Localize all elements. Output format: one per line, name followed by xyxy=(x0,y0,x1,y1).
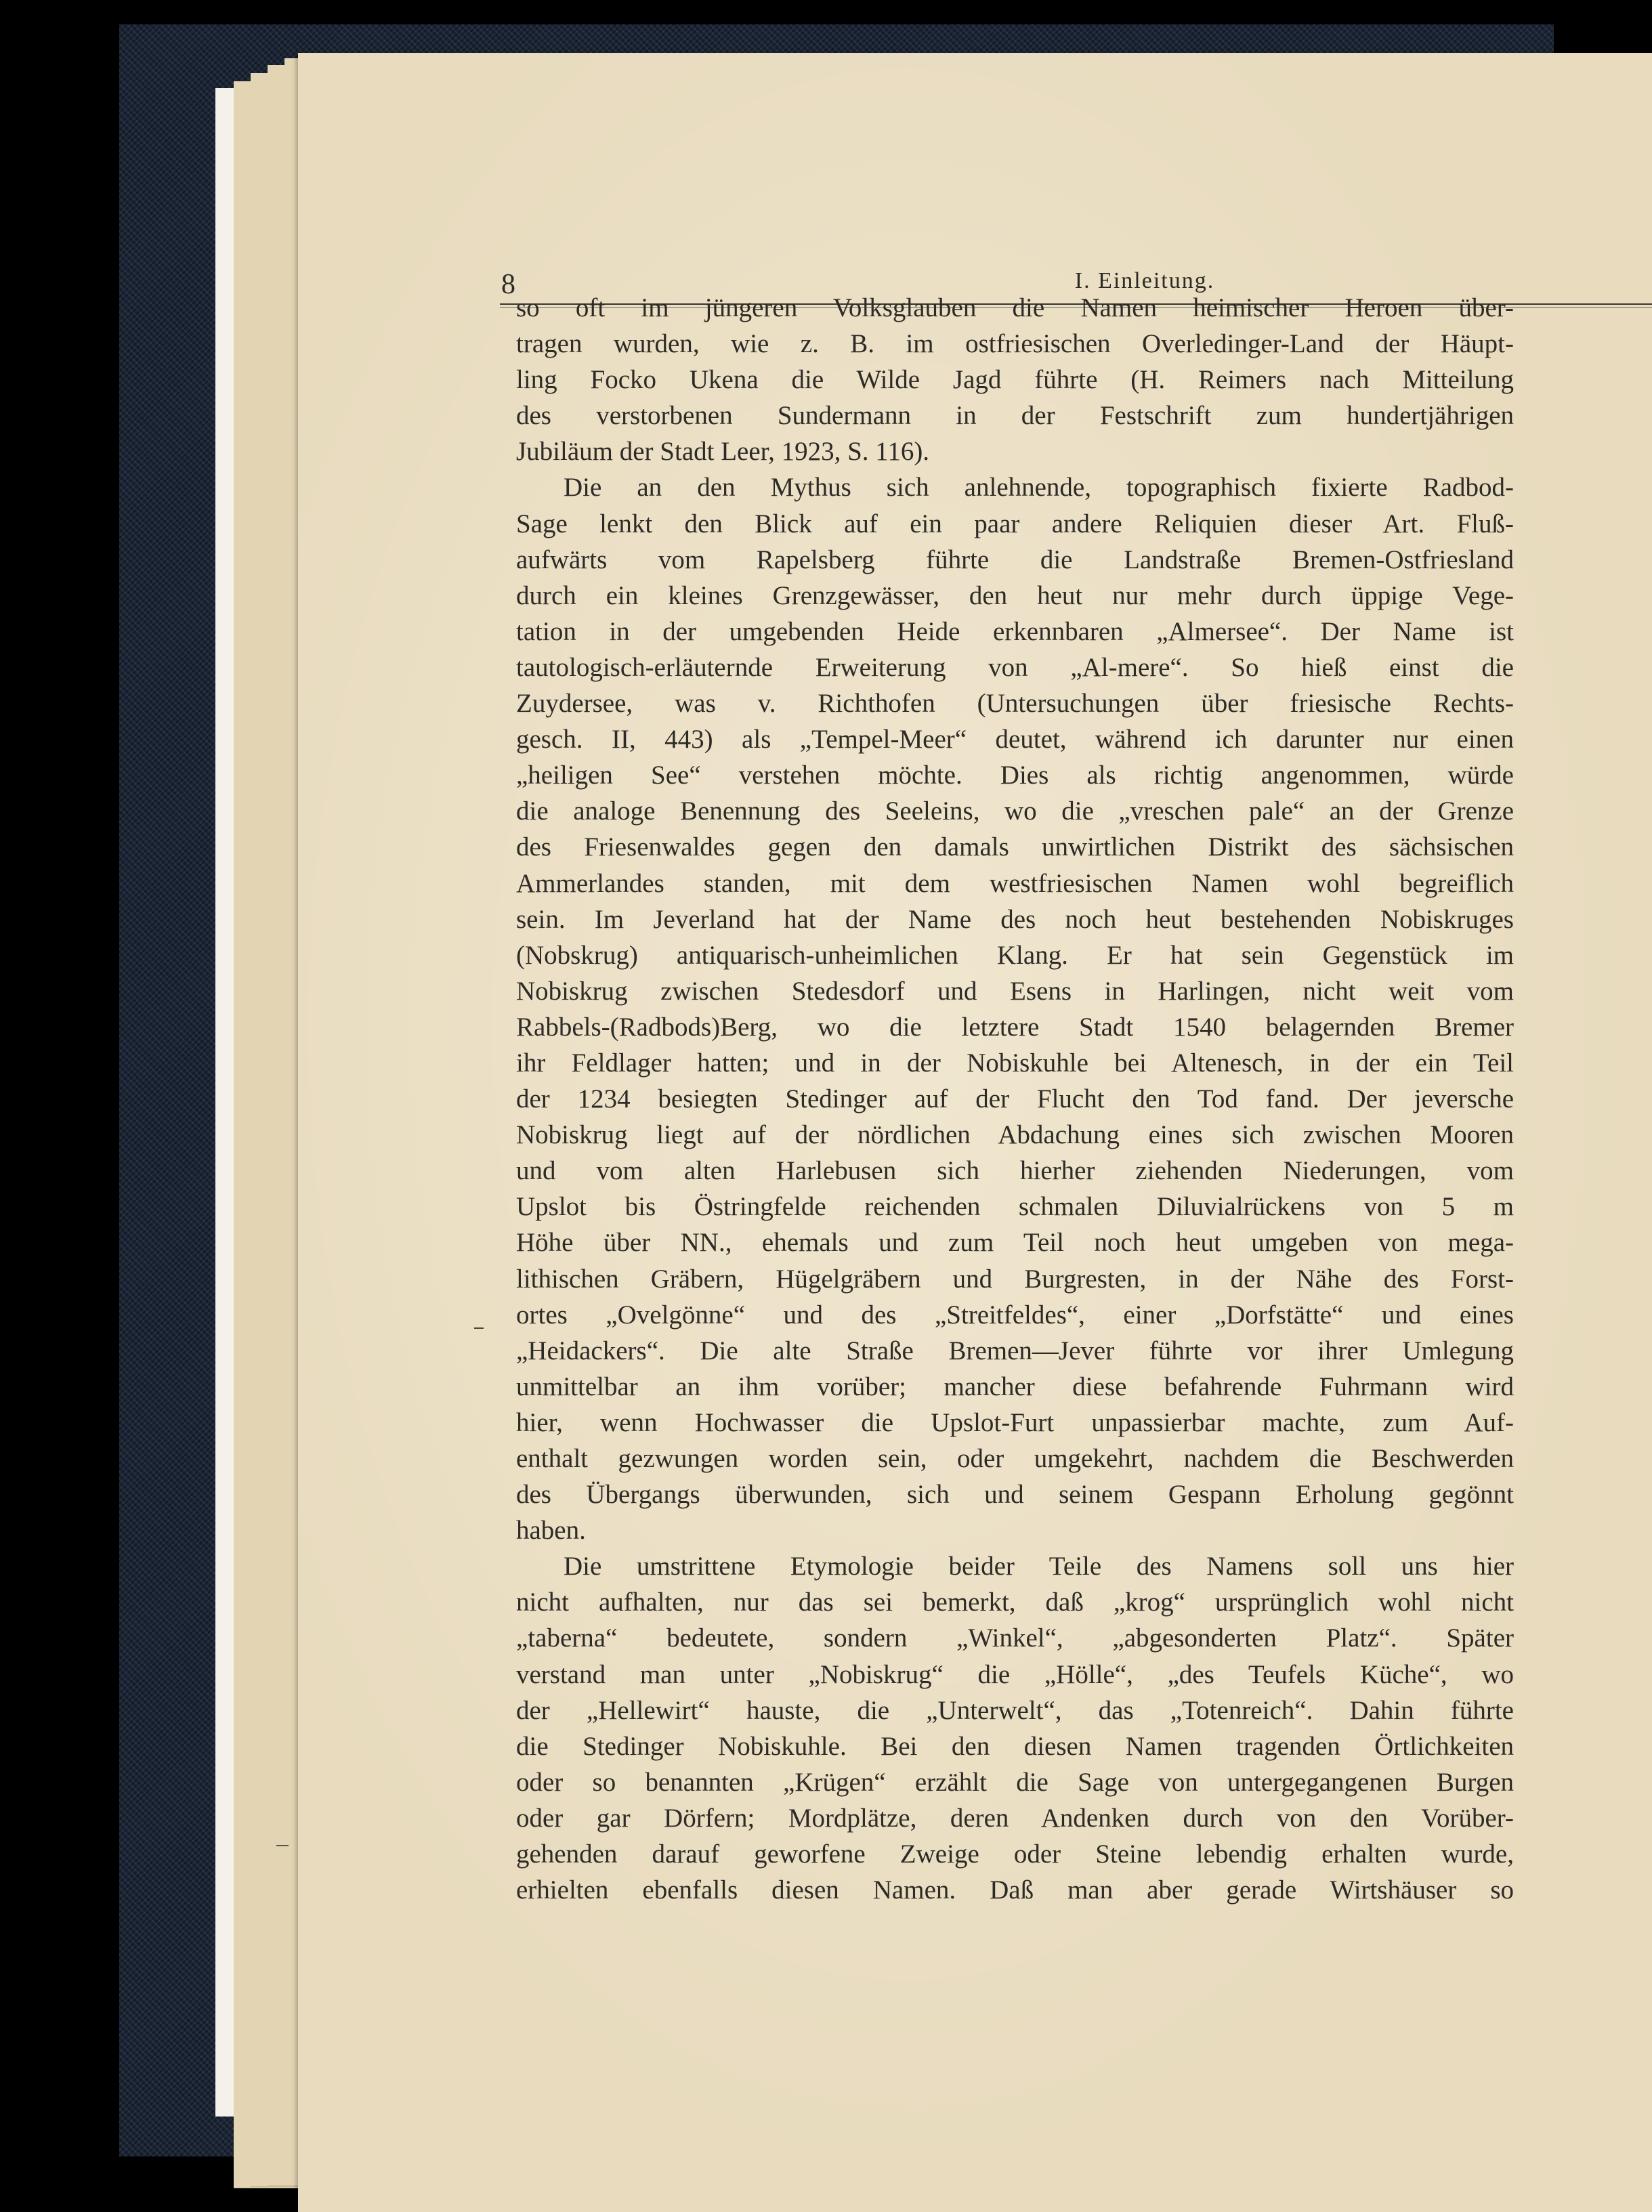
text-line: Höhe über NN., ehemals und zum Teil noch heut umgeben von mega- xyxy=(516,1228,1514,1258)
text-line: „heiligen See“ verstehen möchte. Dies als richtig angenommen, würde xyxy=(516,761,1514,790)
text-line: Die an den Mythus sich anlehnende, topographisch fixierte Radbod- xyxy=(564,473,1514,503)
text-line: haben. xyxy=(516,1516,586,1546)
text-line: und vom alten Harlebusen sich hierher ziehenden Niederungen, vom xyxy=(516,1156,1514,1186)
text-line: (Nobskrug) antiquarisch-unheimlichen Klang. Er hat sein Gegenstück im xyxy=(516,940,1514,970)
text-line: verstand man unter „Nobiskrug“ die „Hölle“, „des Teufels Küche“, wo xyxy=(516,1659,1514,1689)
text-line: tation in der umgebenden Heide erkennbaren „Almersee“. Der Name ist xyxy=(516,616,1514,646)
text-line: ling Focko Ukena die Wilde Jagd führte (H. Reimers nach Mitteilung xyxy=(516,365,1514,395)
text-line: der „Hellewirt“ hauste, die „Unterwelt“, das „Totenreich“. Dahin führte xyxy=(516,1695,1514,1725)
text-line: aufwärts vom Rapelsberg führte die Landstraße Bremen-Ostfriesland xyxy=(516,545,1514,574)
text-line: Ammerlandes standen, mit dem westfriesischen Namen wohl begreiflich xyxy=(516,868,1514,898)
text-line: Sage lenkt den Blick auf ein paar andere Reliquien dieser Art. Fluß- xyxy=(516,509,1514,538)
text-line: erhielten ebenfalls diesen Namen. Daß man aber gerade Wirtshäuser so xyxy=(516,1875,1514,1905)
text-line: des Friesenwaldes gegen den damals unwirtlichen Distrikt des sächsischen xyxy=(516,832,1514,862)
text-line: lithischen Gräbern, Hügelgräbern und Burgresten, in der Nähe des Forst- xyxy=(516,1264,1514,1294)
text-line: oder gar Dörfern; Mordplätze, deren Andenken durch von den Vorüber- xyxy=(516,1803,1514,1833)
text-line: ihr Feldlager hatten; und in der Nobiskuhle bei Altenesch, in der ein Teil xyxy=(516,1048,1514,1078)
text-line: nicht aufhalten, nur das sei bemerkt, daß „krog“ ursprünglich wohl nicht xyxy=(516,1588,1514,1617)
running-head: I. Einleitung. xyxy=(1074,268,1215,293)
text-line: enthalt gezwungen worden sein, oder umgekehrt, nachdem die Beschwerden xyxy=(516,1444,1514,1473)
text-line: Zuydersee, was v. Richthofen (Untersuchungen über friesische Rechts- xyxy=(516,689,1514,719)
text-line: des verstorbenen Sundermann in der Festschrift zum hundertjährigen xyxy=(516,401,1514,431)
text-line: Rabbels-(Radbods)Berg, wo die letztere Stadt 1540 belagernden Bremer xyxy=(516,1012,1514,1042)
text-line: sein. Im Jeverland hat der Name des noch heut bestehenden Nobiskruges xyxy=(516,904,1514,934)
text-line: so oft im jüngeren Volksglauben die Namen heimischer Heroen über- xyxy=(516,293,1514,322)
margin-mark xyxy=(276,1845,289,1846)
text-line: hier, wenn Hochwasser die Upslot-Furt unpassierbar machte, zum Auf- xyxy=(516,1407,1514,1437)
text-line: Die umstrittene Etymologie beider Teile des Namens soll uns hier xyxy=(564,1552,1514,1581)
page-number: 8 xyxy=(501,269,515,300)
text-line: des Übergangs überwunden, sich und seinem Gespann Erholung gegönnt xyxy=(516,1480,1514,1510)
text-line: „taberna“ bedeutete, sondern „Winkel“, „abgesonderten Platz“. Später xyxy=(516,1623,1514,1653)
text-line: oder so benannten „Krügen“ erzählt die Sage von untergegangenen Burgen xyxy=(516,1767,1514,1797)
text-line: gehenden darauf geworfene Zweige oder Steine lebendig erhalten wurde, xyxy=(516,1839,1514,1869)
text-line: der 1234 besiegten Stedinger auf der Flucht den Tod fand. Der jeversche xyxy=(516,1084,1514,1114)
text-line: tragen wurden, wie z. B. im ostfriesischen Overledinger-Land der Häupt- xyxy=(516,329,1514,359)
text-line: die Stedinger Nobiskuhle. Bei den diesen Namen tragenden Örtlichkeiten xyxy=(516,1731,1514,1761)
text-line: gesch. II, 443) als „Tempel-Meer“ deutet, während ich darunter nur einen xyxy=(516,725,1514,754)
body-text xyxy=(516,290,1514,1908)
margin-mark xyxy=(474,1327,484,1329)
text-line: ortes „Ovelgönne“ und des „Streitfeldes“, einer „Dorfstätte“ und eines xyxy=(516,1300,1514,1330)
text-line: durch ein kleines Grenzgewässer, den heut nur mehr durch üppige Vege- xyxy=(516,580,1514,610)
text-line: unmittelbar an ihm vorüber; mancher diese befahrende Fuhrmann wird xyxy=(516,1371,1514,1401)
text-line: Upslot bis Östringfelde reichenden schmalen Diluvialrückens von 5 m xyxy=(516,1192,1514,1222)
text-line: die analoge Benennung des Seeleins, wo die „vreschen pale“ an der Grenze xyxy=(516,796,1514,826)
text-line: Jubiläum der Stadt Leer, 1923, S. 116). xyxy=(516,437,930,467)
text-line: Nobiskrug zwischen Stedesdorf und Esens in Harlingen, nicht weit vom xyxy=(516,976,1514,1006)
text-line: tautologisch-erläuternde Erweiterung von „Al-mere“. So hieß einst die xyxy=(516,652,1514,682)
text-line: Nobiskrug liegt auf der nördlichen Abdachung eines sich zwischen Mooren xyxy=(516,1120,1514,1150)
text-line: „Heidackers“. Die alte Straße Bremen—Jever führte vor ihrer Umlegung xyxy=(516,1336,1514,1365)
